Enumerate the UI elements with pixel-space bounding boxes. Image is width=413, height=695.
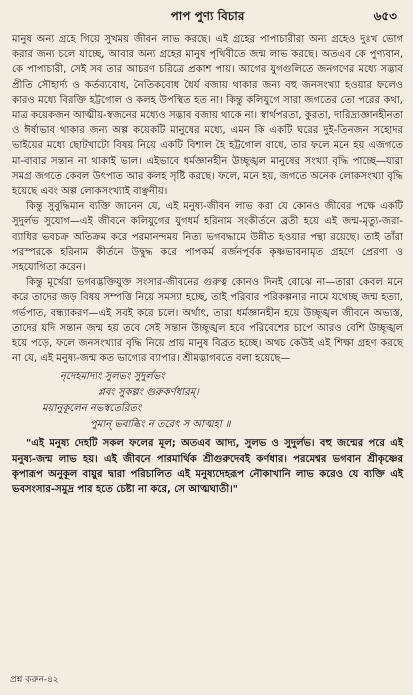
paragraph-2: কিন্তু সুবুদ্ধিমান ব্যক্তি জানেন যে, এই মনুষ্য-জীবন লাভ করা যে কোনও জীবের পক্ষে একটি সুদুর্লভ সুযোগ—এই জীবনে কলিযুগের যুগধর্ম হরিনাম সংকীর্তনে ব্রতী হয়ে এই জন্ম-মৃত্যু-জরা-ব্যাধির ভবচক্র অতিক্রম করে পরমানন্দময় নিত্য ভগবদ্ধামে উন্নীত হওয়ার পন্থা রয়েছে। তাই তাঁরা পরস্পরকে হরিনাম কীর্তনে উদ্বুদ্ধ করে পাপকর্ম বর্জনপূর্বক কৃষ্ণভাবনামৃত গ্রহণে প্রেরণা ও সহযোগিতা করেন।: [12, 201, 403, 274]
verse-translation: "এই মনুষ্য দেহটি সকল ফলের মূল; অতএব আদ্য, সুলভ ও সুদুর্লভ। বহু জন্মের পরে এই মনুষ্য-জন্ম লাভ হয়। এই জীবনে পারমার্থিক শ্রীগুরুদেবই কর্ণধার। পরমেশ্বর ভগবান শ্রীকৃষ্ণের কৃপারূপ অনুকূল বায়ুর দ্বারা পরিচালিত এই মনুষ্যদেহরূপ নৌকাখানি লাভ করেও যে ব্যক্তি এই ভবসংসার-সমুদ্র পার হতে চেষ্টা না করে, সে আত্মঘাতী।": [12, 438, 403, 496]
body-text: [12, 32, 403, 497]
page-header: [12, 4, 403, 26]
verse-line-3: ময়ানুকূলেন নভস্বতেরিতং: [42, 403, 142, 415]
page-number: ৬৫৩: [373, 9, 397, 23]
paragraph-1: মানুষ অন্য গ্রহে গিয়ে সুখময় জীবন লাভ করছে। এই গ্রহের পাপাচারীরা অন্য গ্রহেও দুঃখ ভোগ করার জন্য চলে যাচ্ছে, আবার অন্য গ্রহের মানুষ পৃথিবীতে জন্ম লাভ করছে। অতএব কে পুণ্যবান, কে পাপাচারী, সেই সব তার আচরণ চরিত্রে প্রকাশ পায়। আগের যুগগুলিতে জনগণের মধ্যে সদ্ভাব প্রীতি সৌহার্দ্য ও কর্তব্যবোধ, নৈতিকবোধ ধৈর্য বজায় থাকার জন্য বহু জনসংখ্যা হওয়ার ফলেও কারও মধ্যে বিরক্তি হট্টগোল ও কলহ উপস্থিত হত না। কিন্তু কলিযুগে সারা জগতের তো পরের কথা, মাত্র কয়েকজন আত্মীয়-স্বজনের মধ্যেও সদ্ভাব বজায় থাকে না। স্বার্থপরতা, কুরতা, দারিদ্র্যজ্ঞানহীনতা ও ঈর্ষাভাব থাকার জন্য অল্প কয়েকটি মানুষের মধ্যে, এমন কি একটি ঘরের দুই-তিনজন সহোদর ভাইয়ের মধ্যে ছোটখাটো বিষয় নিয়ে একটি বিশাল হৈ হট্টগোল বাধে, তার ফলে মনে হয় এজগতে মা-বাবার সন্তান না থাকাই ভাল। এইভাবে ধর্মজ্ঞানহীন উচ্ছৃঙ্খল মানুষের সংখ্যা বৃদ্ধি পাচ্ছে—যারা সমগ্র জগতে কেবল উৎপাত আর কলহ সৃষ্টি করছে। ফলে, মনে হয়, জগতে অনেক লোকসংখ্যা বৃদ্ধি হয়েছে এবং অল্প লোকসংখ্যাই বাঞ্ছনীয়।: [12, 34, 403, 198]
sanskrit-verse: [12, 369, 403, 433]
printer-signature: প্রশ্ন করুন-৪২: [10, 675, 59, 685]
verse-line-4: পুমান্ ভবাব্ধিং ন তরেৎ স আত্মহা ॥: [90, 419, 231, 431]
verse-line-1: নৃদেহমাদ্যং সুলভং সুদুর্লভং: [60, 371, 165, 383]
verse-line-2: প্লবং সুকল্পং গুরুকর্ণধারম্।: [98, 387, 199, 399]
paragraph-3: কিন্তু মূর্খেরা ভগবদ্ভক্তিযুক্ত সংসার-জীবনের গুরুত্ব কোনও দিনই বোঝে না—তারা কেবল মনে করে তাদের জড় বিষয় সম্পত্তি নিয়ে সমস্যা হচ্ছে, তাই পরিবার পরিকল্পনার নামে যথেচ্ছ জন্ম হত্যা, গর্ভপাত, বন্ধ্যাকরণ—এই সবই করে চলে। অর্থাৎ, তারা ধর্মজ্ঞানহীন হয়ে উচ্ছৃঙ্খল জীবনে অভ্যস্ত, তাদের যদি সন্তান জন্ম হয় তবে সেই সন্তান উচ্ছৃঙ্খল হবে পরিবেশের চাপে আরও বেশি উচ্ছৃঙ্খল হয়ে পড়ে, ফলে জনসংখ্যার বৃদ্ধি নিয়ে প্রায় মানুষ বিব্রত হচ্ছে। অথচ কেউই এই শিক্ষা গ্রহণ করছে না যে, এই মনুষ্য-জন্ম কত ভাগ্যের ব্যাপার। শ্রীমদ্ভাগবতে বলা হয়েছে—: [12, 277, 403, 365]
running-title: পাপ পুণ্য বিচার: [170, 9, 245, 23]
